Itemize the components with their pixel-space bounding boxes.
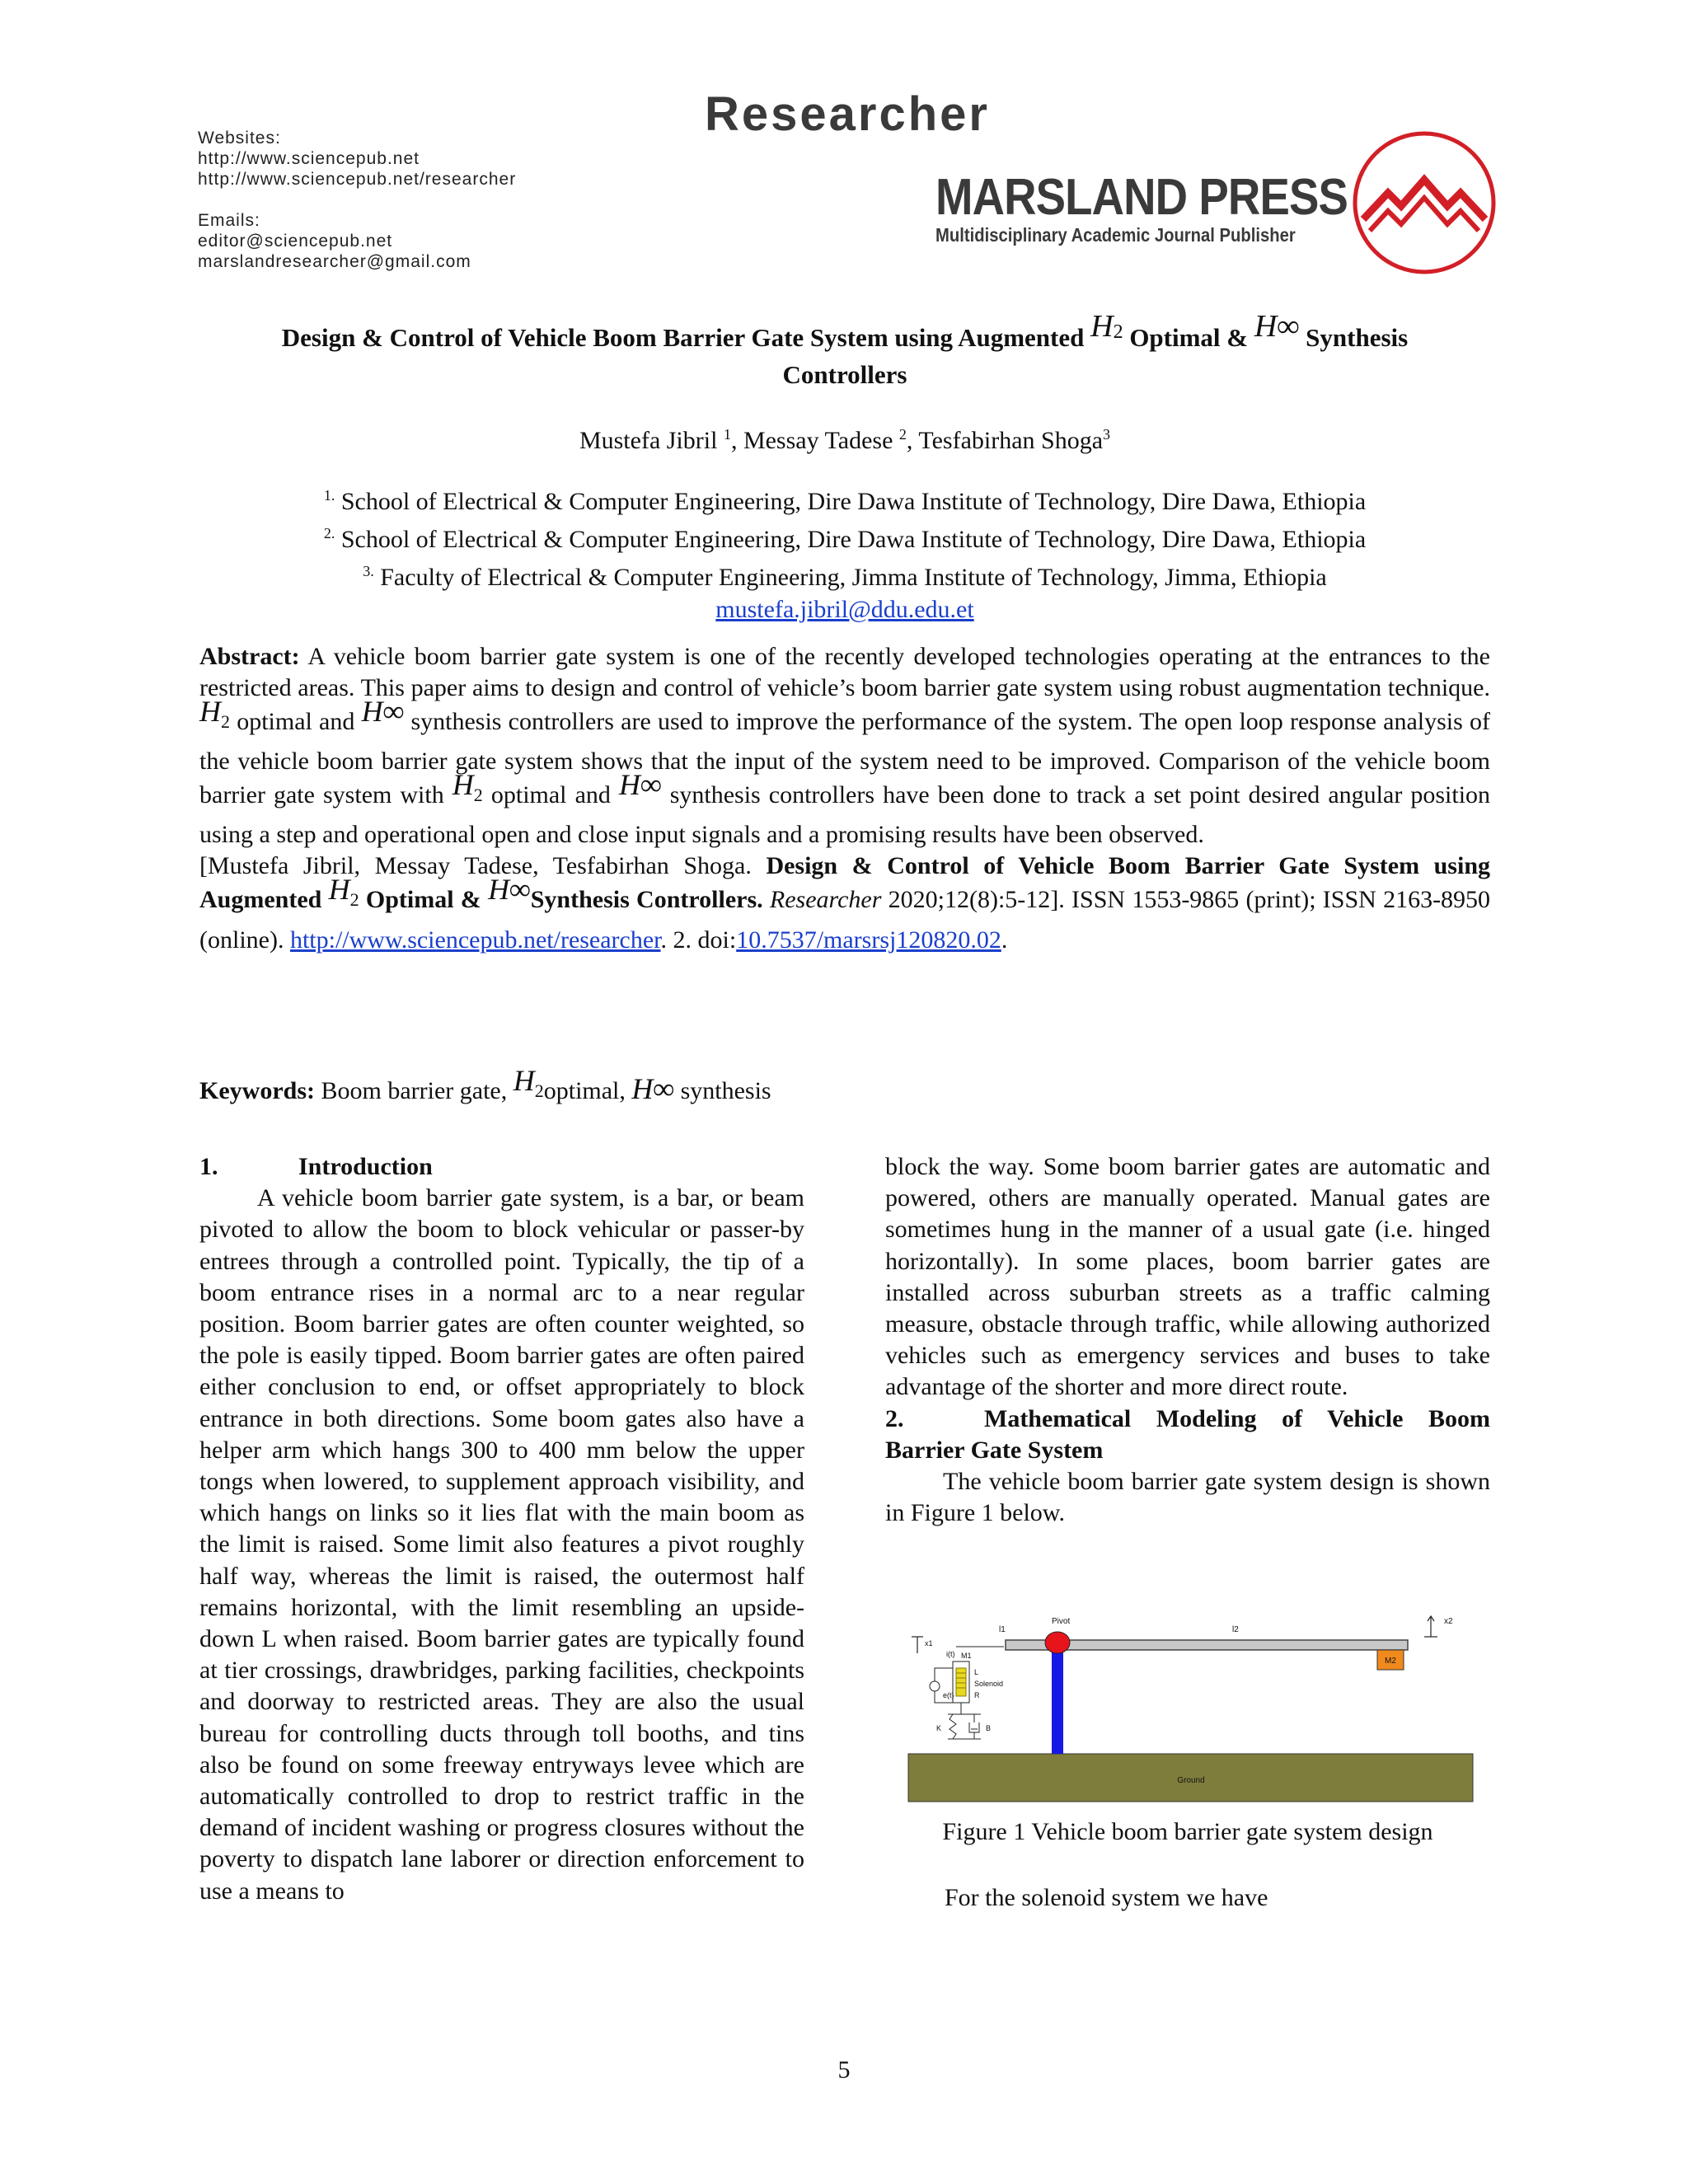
hinf-symbol: H∞ [618, 768, 662, 802]
hinf-symbol: H∞ [361, 695, 405, 728]
et-label: e(t) [943, 1691, 954, 1699]
l-label: L [974, 1668, 979, 1676]
x2-label: x2 [1444, 1617, 1453, 1626]
contact-info [198, 128, 516, 272]
l2-label: l2 [1232, 1625, 1239, 1634]
h2-symbol: $H_2$ [199, 695, 230, 733]
emails-label: Emails: [198, 211, 260, 230]
l1-label: l1 [999, 1625, 1006, 1634]
solenoid-coil [956, 1668, 966, 1696]
paragraph: The vehicle boom barrier gate system design is shown in Figure 1 below. [885, 1468, 1490, 1527]
website-link[interactable]: http://www.sciencepub.net [198, 149, 420, 168]
it-label: i(t) [946, 1650, 955, 1658]
h2-symbol: $H_2$ [328, 873, 359, 911]
publisher-tagline: Multidisciplinary Academic Journal Publisher [935, 224, 1296, 246]
m1-label: M1 [961, 1652, 972, 1660]
section-heading: 2. Mathematical Modeling of Vehicle Boom Barrier Gate System [885, 1404, 1490, 1464]
figure-boom-barrier-diagram [907, 1607, 1475, 1809]
abstract-label: Abstract: [199, 643, 300, 670]
damper-b [969, 1722, 979, 1732]
k-label: K [936, 1724, 942, 1732]
affiliation: $^{3.}$ Faculty of Electrical & Computer Engineering, Jimma Institute of Technology, Jimma, Ethiopia [363, 563, 1327, 591]
doi-link[interactable]: 10.7537/marsrsj120820.02 [736, 926, 1001, 954]
affiliations [181, 480, 1508, 626]
keywords: Keywords: Boom barrier gate, $H_2optimal$, H∞ synthesis [199, 1064, 771, 1105]
email-link[interactable]: editor@sciencepub.net [198, 232, 393, 251]
paper-title: Design & Control of Vehicle Boom Barrier Gate System using Augmented $H_2$ Optimal & H∞ Synthesis Controllers [281, 309, 1409, 389]
ground-label: Ground [1177, 1776, 1205, 1785]
email-link[interactable]: marslandresearcher@gmail.com [198, 252, 471, 271]
solenoid-label: Solenoid [974, 1680, 1004, 1688]
pivot-post [1052, 1640, 1063, 1754]
publisher-logo-text [935, 171, 1404, 246]
keywords-label: Keywords: [199, 1077, 315, 1104]
author-list: Mustefa Jibril $^1$, Messay Tadese $^2$, Tesfabirhan Shoga$^3$ [579, 426, 1111, 454]
author-name: Messay Tadese [743, 427, 893, 454]
m2-label: M2 [1385, 1657, 1396, 1666]
spring-k [950, 1714, 956, 1739]
author-name: Mustefa Jibril [579, 427, 718, 454]
pivot-label: Pivot [1052, 1617, 1071, 1626]
mountain-logo-icon [1352, 130, 1497, 279]
right-column [885, 1151, 1490, 1529]
hinf-symbol: H∞ [1254, 309, 1300, 344]
paragraph: block the way. Some boom barrier gates are automatic and powered, others are manually operated. Manual gates are sometimes hung in the manner of a usual gate (i.e. hinged horizontally). In some places, boom barrier gates are installed across suburban streets as a traffic calming measure, obstacle through traffic, while allowing authorized vehicles such as emergency services and buses to take advantage of the shorter and more direct route. [885, 1153, 1490, 1401]
author-name: Tesfabirhan Shoga [918, 427, 1104, 454]
left-column [199, 1151, 804, 1907]
abstract: Abstract: A vehicle boom barrier gate system is one of the recently developed technologies operating at the entrances to the restricted areas. This paper aims to design and control of vehicle’s boom barrier gate system using robust augmentation technique. $H_2$ optimal and H∞ synthesis controllers are used to improve the performance of the system. The open loop response analysis of the vehicle boom barrier gate system shows that the input of the system need to be improved. Comparison of the vehicle boom barrier gate system with $H_2$ optimal and H∞ synthesis controllers have been done to track a set point desired angular position using a step and operational open and close input signals and a promising results have been observed. [Mustefa Jibril, Messay Tadese, Tesfabirhan Shoga. Design & Control of Vehicle Boom Barrier Gate System using Augmented $H_2$ Optimal & H∞Synthesis Controllers. Researcher 2020;12(8):5-12]. ISSN 1553-9865 (print); ISSN 2163-8950 (online). http://www.sciencepub.net/researcher. 2. doi:10.7537/marsrsj120820.02. [199, 641, 1490, 956]
hinf-symbol: H∞ [631, 1072, 675, 1105]
hinf-symbol: H∞ [488, 873, 531, 907]
h2-symbol: $H_2$ [452, 768, 483, 806]
websites-label: Websites: [198, 129, 281, 148]
journal-url-link[interactable]: http://www.sciencepub.net/researcher [289, 926, 661, 954]
h2-symbol: $H_2$ [513, 1064, 544, 1102]
publisher-name: MARSLAND PRESS [935, 169, 1348, 226]
paragraph: A vehicle boom barrier gate system, is a bar, or beam pivoted to allow the boom to block vehicular or passer-by entrees through a controlled point. Typically, the tip of a boom entrance rises in a normal arc to a near regular position. Boom barrier gates are often counter weighted, so the pole is easily tipped. Boom barrier gates are often paired either conclusion to end, or offset appropriately to block entrance in both directions. Some boom gates also have a helper arm which hangs 300 to 400 mm below the upper tongs when lowered, to supplement approach visibility, and which hangs on links so it lies flat with the main boom as the limit is raised. Some limit also features a pivot roughly half way, whereas the limit is raised, the outermost half remains horizontal, with the limit resembling an upside-down L when raised. Boom barrier gates are typically found at tier crossings, drawbridges, parking facilities, checkpoints and doorway to restricted areas. They are also the usual bureau for controlling ducts through toll booths, and tins also be found on some freeway entryways levee which are automatically controlled to drop to restrict traffic in the demand of incident washing or progress closures without the poverty to dispatch lane laborer or direction enforcement to use a means to [199, 1184, 804, 1905]
citation: [Mustefa Jibril, Messay Tadese, Tesfabirhan Shoga. Design & Control of Vehicle Boom Barrier Gate System using Augmented $H_2$ Optimal & H∞Synthesis Controllers. Researcher 2020;12(8):5-12]. ISSN 1553-9865 (print); ISSN 2163-8950 (online). http://www.sciencepub.net/researcher. 2. doi:10.7537/marsrsj120820.02. [199, 852, 1491, 954]
voltage-source [930, 1681, 940, 1691]
affiliation: $^{1.}$ School of Electrical & Computer Engineering, Dire Dawa Institute of Technology, Dire Dawa, Ethiopia [323, 487, 1367, 515]
paragraph: For the solenoid system we have [945, 1884, 1268, 1911]
journal-title: Researcher [705, 87, 990, 141]
section-heading: 1. Introduction [199, 1153, 433, 1180]
b-label: B [986, 1724, 992, 1732]
affiliation: $^{2.}$ School of Electrical & Computer Engineering, Dire Dawa Institute of Technology, Dire Dawa, Ethiopia [323, 525, 1367, 553]
r-label: R [974, 1691, 980, 1699]
pivot-joint [1045, 1632, 1070, 1653]
website-link[interactable]: http://www.sciencepub.net/researcher [198, 170, 517, 189]
h2-symbol: $H_2$ [1090, 309, 1123, 344]
corresponding-email-link[interactable]: mustefa.jibril@ddu.edu.et [715, 596, 974, 623]
x1-label: x1 [925, 1639, 933, 1647]
figure-caption: Figure 1 Vehicle boom barrier gate system design [942, 1818, 1433, 1845]
page-number: 5 [837, 2056, 851, 2083]
